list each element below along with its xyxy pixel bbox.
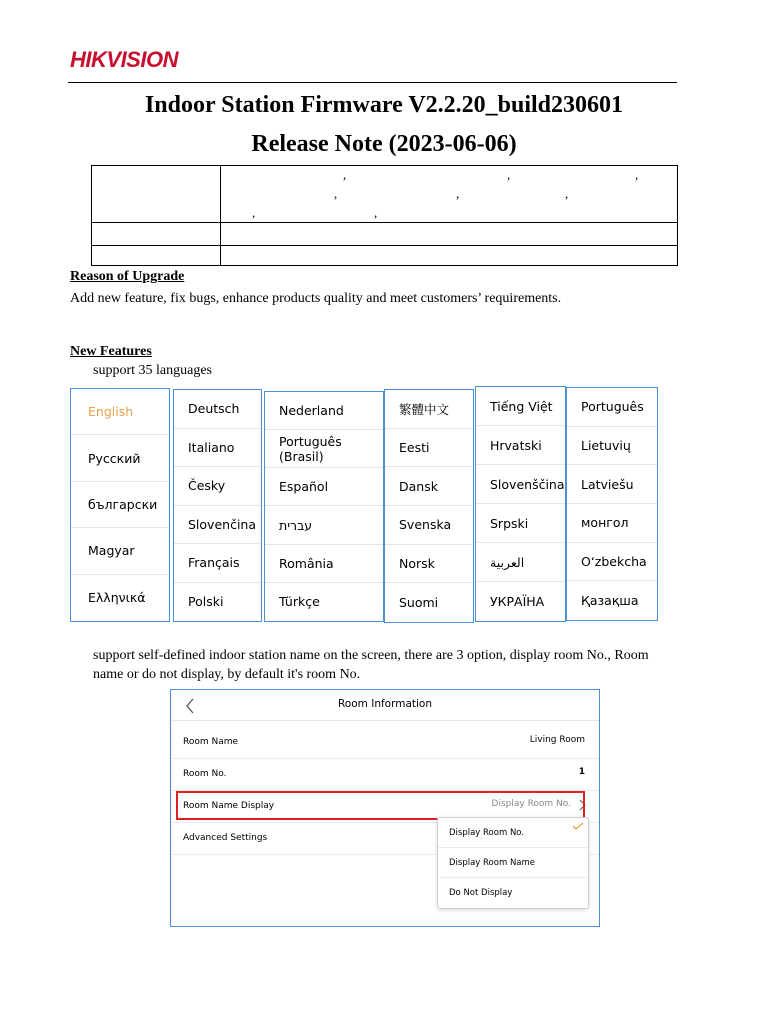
row-label: Room No. [183, 769, 227, 779]
language-item: Magyar [71, 528, 169, 574]
language-item: Português [567, 388, 657, 427]
language-item: Srpski [476, 504, 565, 543]
room-info-title: Room Information [337, 698, 433, 710]
row-value: 1 [578, 767, 585, 777]
row-label: Advanced Settings [183, 833, 268, 843]
language-item: Hrvatski [476, 426, 565, 465]
feature-item-room-name: support self-defined indoor station name on the screen, there are 3 option, display room No., Room [93, 648, 649, 663]
language-item: Dansk [385, 467, 473, 506]
language-item: Norsk [385, 545, 473, 584]
doc-title: Indoor Station Firmware V2.2.20_build230601 [144, 92, 624, 118]
feature-item-room-name-cont: name or do not display, by default it's room No. [93, 667, 361, 682]
language-item: România [265, 545, 383, 583]
reason-text: Add new feature, fix bugs, enhance products quality and meet customers’ requirements. [70, 291, 562, 306]
table-cell [92, 246, 221, 266]
option-label: Display Room Name [449, 857, 536, 868]
row-label: Room Name Display [183, 801, 275, 811]
release-info-table [91, 165, 678, 266]
table-comma: , [343, 167, 347, 182]
hikvision-logo: HIKVISION [70, 47, 178, 72]
language-column [264, 391, 384, 622]
table-cell [221, 166, 678, 223]
language-item: Latviešu [567, 465, 657, 504]
language-column [566, 387, 658, 621]
option-label: Do Not Display [449, 888, 513, 898]
language-column [173, 389, 262, 622]
language-item: Eesti [385, 429, 473, 468]
language-item: Türkçe [279, 594, 320, 610]
language-item: Español [265, 468, 383, 506]
language-item: 繁體中文 [385, 390, 473, 429]
header-rule [68, 82, 677, 83]
row-value: Living Room [529, 735, 585, 745]
room-info-header [171, 690, 599, 721]
row-label: Room Name [183, 737, 239, 747]
language-item: Slovenščina [476, 465, 565, 504]
table-cell [92, 166, 221, 223]
language-item: Lietuvių [567, 427, 657, 466]
language-item: العربية [476, 543, 565, 582]
option-do-not-display[interactable] [438, 878, 588, 908]
language-column [70, 388, 170, 622]
reason-heading: Reason of Upgrade [70, 269, 185, 284]
language-item: Deutsch [174, 390, 261, 429]
row-room-no[interactable] [171, 758, 599, 791]
language-column [475, 386, 566, 622]
language-item: монгол [567, 504, 657, 543]
language-item: български [71, 482, 169, 528]
language-item: Slovenčina [174, 506, 261, 545]
language-item: O‘zbekcha [567, 543, 657, 582]
display-option-dropdown [437, 817, 589, 909]
language-item: Русский [71, 435, 169, 481]
highlight-box [176, 791, 585, 820]
table-comma: , [334, 186, 338, 201]
new-features-heading: New Features [70, 344, 152, 359]
row-value: Display Room No. [491, 799, 571, 809]
language-item: Polski [188, 594, 224, 610]
language-item: Svenska [385, 506, 473, 545]
language-item: English [71, 389, 169, 435]
table-cell [221, 246, 678, 266]
language-item: Ελληνικά [88, 590, 146, 606]
table-comma: , [374, 205, 378, 220]
table-cell [92, 223, 221, 246]
table-comma: , [252, 205, 256, 220]
checkmark-icon [572, 822, 584, 831]
language-item: Suomi [399, 595, 439, 611]
row-room-name[interactable] [171, 726, 599, 759]
table-comma: , [456, 186, 460, 201]
feature-item-languages: support 35 languages [93, 363, 212, 378]
option-label: Display Room No. [449, 827, 525, 838]
language-item: עברית [265, 507, 383, 545]
table-comma: , [635, 167, 639, 182]
language-item: Italiano [174, 429, 261, 468]
language-item: УКРАЇНА [490, 594, 545, 609]
language-item: Tiếng Việt [476, 387, 565, 426]
language-column [384, 389, 474, 623]
language-item: Português (Brasil) [265, 430, 383, 468]
option-display-room-name[interactable] [438, 848, 588, 878]
option-display-room-no[interactable] [438, 818, 588, 848]
doc-subtitle: Release Note (2023-06-06) [251, 131, 517, 157]
language-item: Nederland [265, 392, 383, 430]
language-item: Français [174, 544, 261, 583]
table-comma: , [565, 186, 569, 201]
language-item: Česky [174, 467, 261, 506]
table-comma: , [507, 167, 511, 182]
table-cell [221, 223, 678, 246]
language-item: Қазақша [581, 593, 639, 609]
